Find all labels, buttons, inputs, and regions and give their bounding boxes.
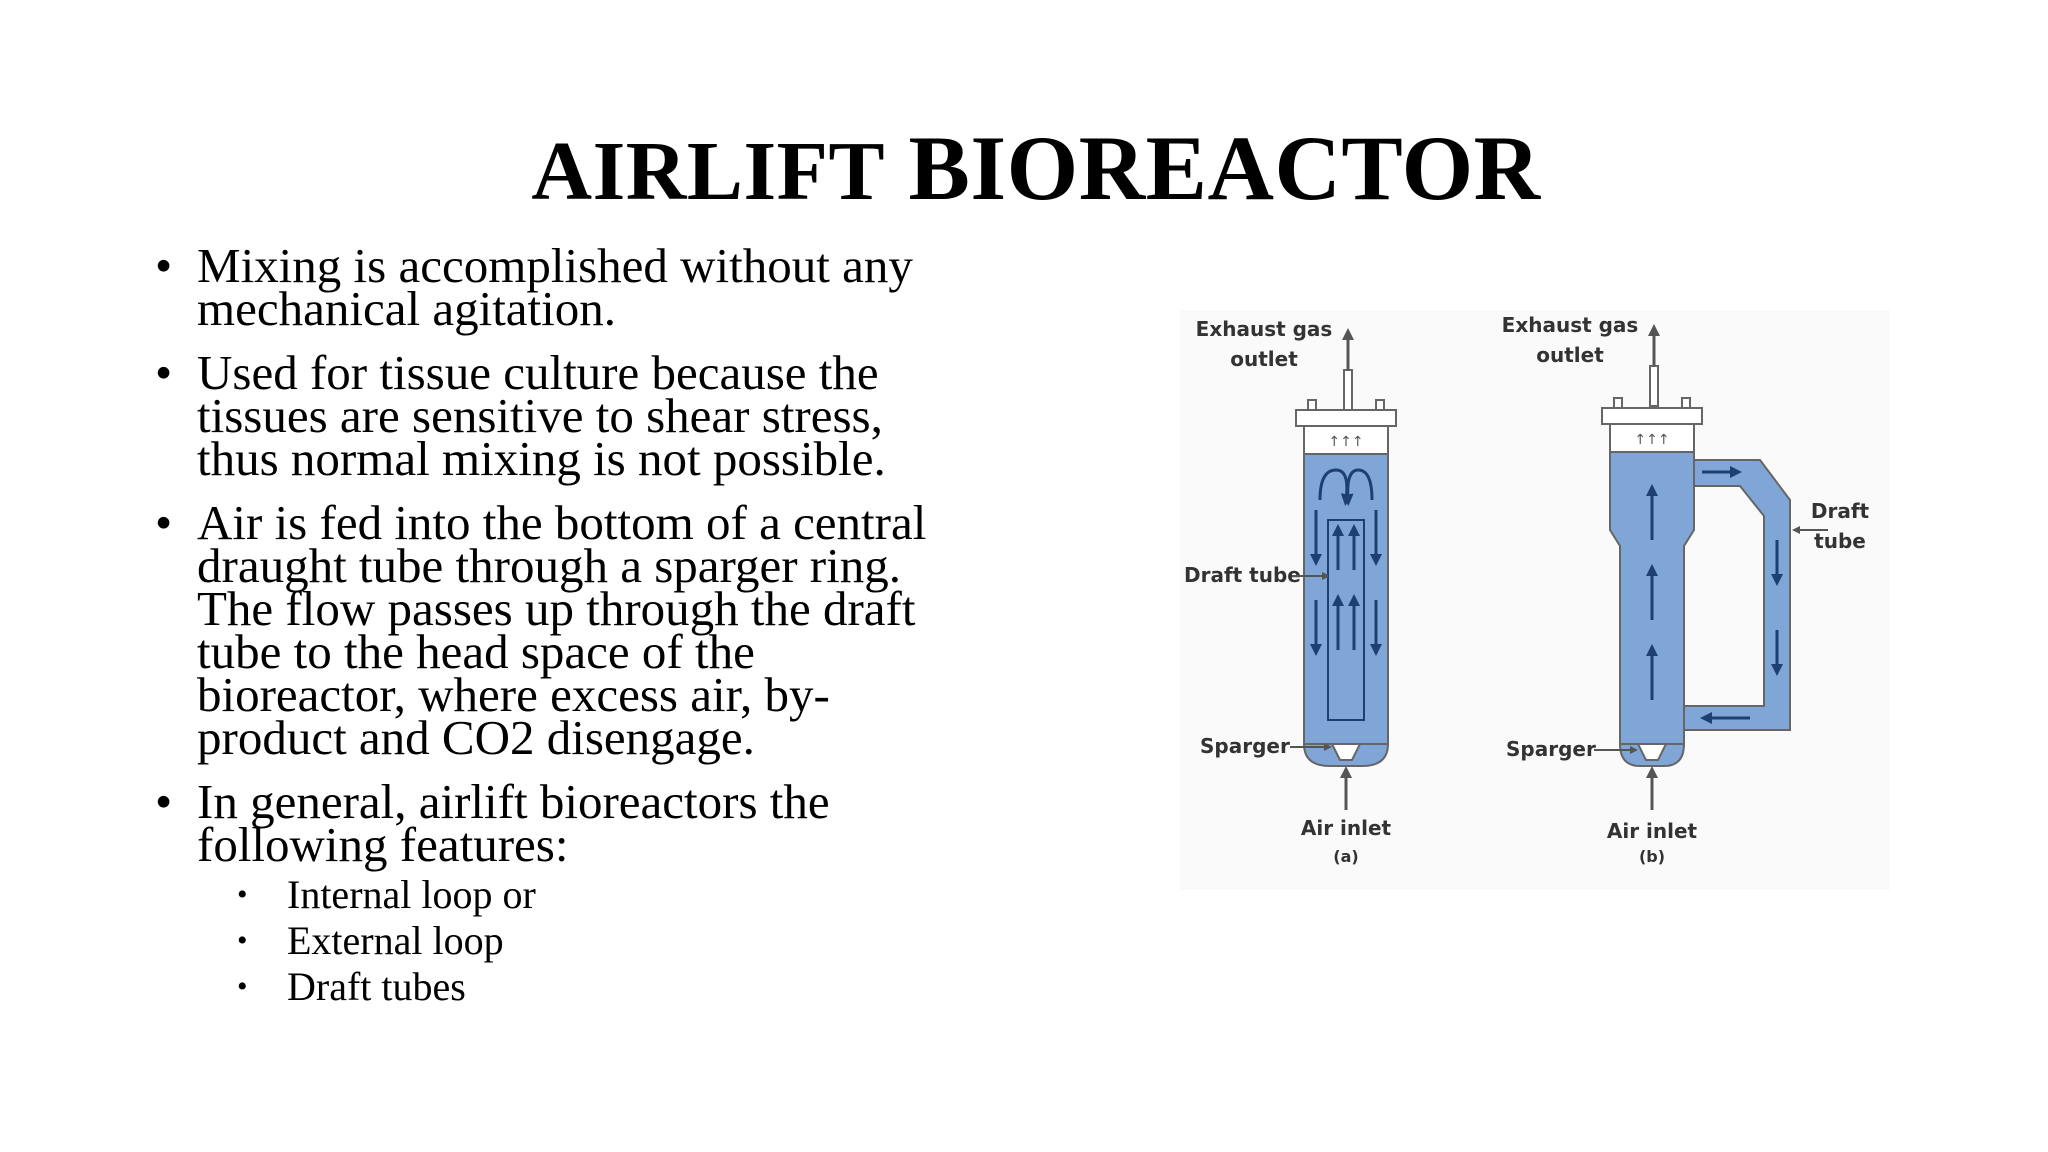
- label-air-inlet-b: Air inlet: [1606, 819, 1698, 843]
- exhaust-pipe-b: [1650, 366, 1658, 406]
- lid-b: [1602, 408, 1702, 424]
- diagram-svg: [1180, 310, 1890, 890]
- label-draft-b-2: tube: [1814, 529, 1866, 553]
- title-word-bioreactor: BIOREACTOR: [908, 117, 1541, 219]
- label-air-inlet-a: Air inlet: [1300, 816, 1392, 840]
- bullet-icon: •: [155, 774, 173, 829]
- svg-text:↑↑↑: ↑↑↑: [1634, 432, 1670, 448]
- bullet-text: Used for tissue culture because the tissues are sensitive to shear stress, thus normal mixing is not possible.: [197, 345, 886, 486]
- label-sparger-b: Sparger: [1506, 737, 1596, 761]
- sub-bullet-internal-loop: [237, 872, 1015, 918]
- bullet-icon: •: [155, 238, 173, 293]
- bullet-item-features: [155, 774, 1015, 872]
- label-exhaust-b-2: outlet: [1536, 343, 1604, 367]
- airlift-bioreactor-diagram: [1180, 310, 1890, 890]
- sub-bullet-icon: •: [237, 878, 248, 911]
- lid-a: [1296, 410, 1396, 426]
- label-exhaust-a-2: outlet: [1230, 347, 1298, 371]
- bullet-icon: •: [155, 495, 173, 550]
- label-exhaust-a-1: Exhaust gas: [1195, 317, 1333, 341]
- bullet-list: [155, 238, 1015, 1010]
- sub-bullet-external-loop: [237, 918, 1015, 964]
- label-sparger-a: Sparger: [1200, 734, 1290, 758]
- caption-b: (b): [1638, 847, 1666, 866]
- bullet-item-mixing: [155, 238, 1015, 336]
- bullet-text: In general, airlift bioreactors the following features:: [197, 774, 830, 872]
- exhaust-pipe-a: [1344, 370, 1352, 410]
- bullet-text: Mixing is accomplished without any mechanical agitation.: [197, 238, 913, 336]
- label-draft-tube-a: Draft tube: [1184, 563, 1301, 587]
- bullet-item-air-feed: [155, 495, 1015, 765]
- slide-title: [0, 118, 2048, 222]
- title-word-airlift: AIRLIFT: [531, 125, 885, 218]
- sub-bullet-icon: •: [237, 924, 248, 957]
- sub-bullet-icon: •: [237, 970, 248, 1003]
- bullet-text: Air is fed into the bottom of a central draught tube through a sparger ring. The flow passes up through the draft tube to the head space of the bioreactor, where excess air, by- product and CO2 disengage.: [197, 495, 927, 765]
- sub-bullet-text: Internal loop or: [287, 872, 536, 917]
- svg-text:↑↑↑: ↑↑↑: [1328, 434, 1364, 450]
- label-exhaust-b-1: Exhaust gas: [1501, 313, 1639, 337]
- sub-bullet-text: External loop: [287, 918, 504, 963]
- bullet-item-tissue-culture: [155, 345, 1015, 486]
- label-draft-b-1: Draft: [1810, 499, 1870, 523]
- sub-bullet-draft-tubes: [237, 964, 1015, 1010]
- sub-bullet-text: Draft tubes: [287, 964, 466, 1009]
- bullet-icon: •: [155, 345, 173, 400]
- caption-a: (a): [1333, 847, 1359, 866]
